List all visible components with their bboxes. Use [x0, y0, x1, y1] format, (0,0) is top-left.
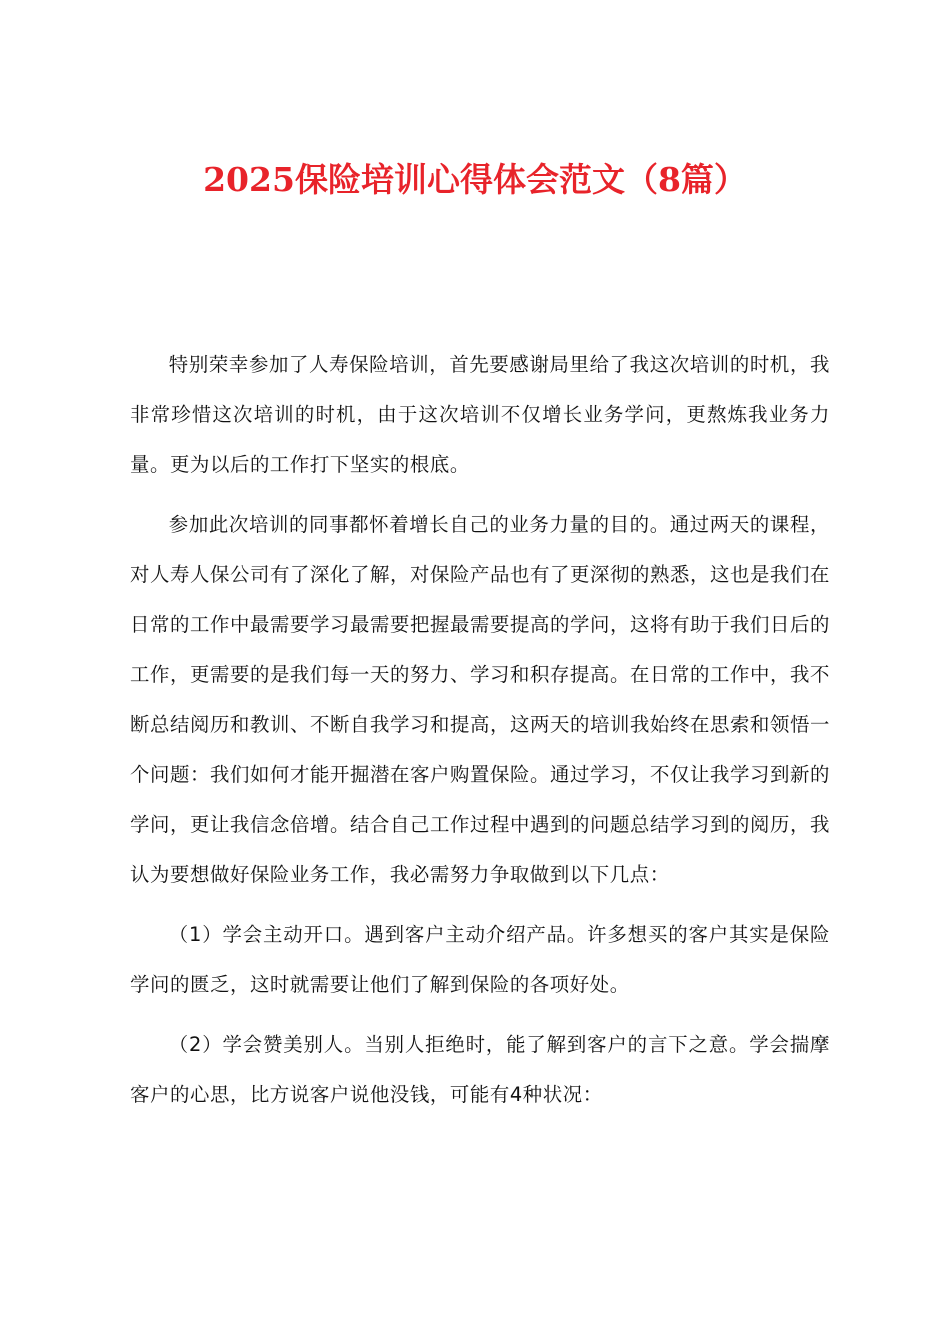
paragraph-3: （1）学会主动开口。遇到客户主动介绍产品。许多想买的客户其实是保险学问的匮乏，这时就需要让他们了解到保险的各项好处。 — [130, 923, 830, 996]
paragraph-1: 特别荣幸参加了人寿保险培训，首先要感谢局里给了我这次培训的时机，我非常珍惜这次培训的时机，由于这次培训不仅增长业务学问，更熬炼我业务力量。更为以后的工作打下坚实的根底。 — [130, 353, 830, 476]
document-title: 2025保险培训心得体会范文（8篇） — [203, 160, 747, 199]
document-body — [130, 340, 830, 1130]
paragraph-4: （2）学会赞美别人。当别人拒绝时，能了解到客户的言下之意。学会揣摩客户的心思，比方说客户说他没钱，可能有4种状况： — [130, 1033, 830, 1106]
paragraph-2: 参加此次培训的同事都怀着增长自己的业务力量的目的。通过两天的课程，对人寿人保公司有了深化了解，对保险产品也有了更深彻的熟悉，这也是我们在日常的工作中最需要学习最需要把握最需要提高的学问，这将有助于我们日后的工作，更需要的是我们每一天的努力、学习和积存提高。在日常的工作中，我不断总结阅历和教训、不断自我学习和提高，这两天的培训我始终在思索和领悟一个问题：我们如何才能开掘潜在客户购置保险。通过学习，不仅让我学习到新的学问，更让我信念倍增。结合自己工作过程中遇到的问题总结学习到的阅历，我认为要想做好保险业务工作，我必需努力争取做到以下几点： — [130, 513, 830, 886]
